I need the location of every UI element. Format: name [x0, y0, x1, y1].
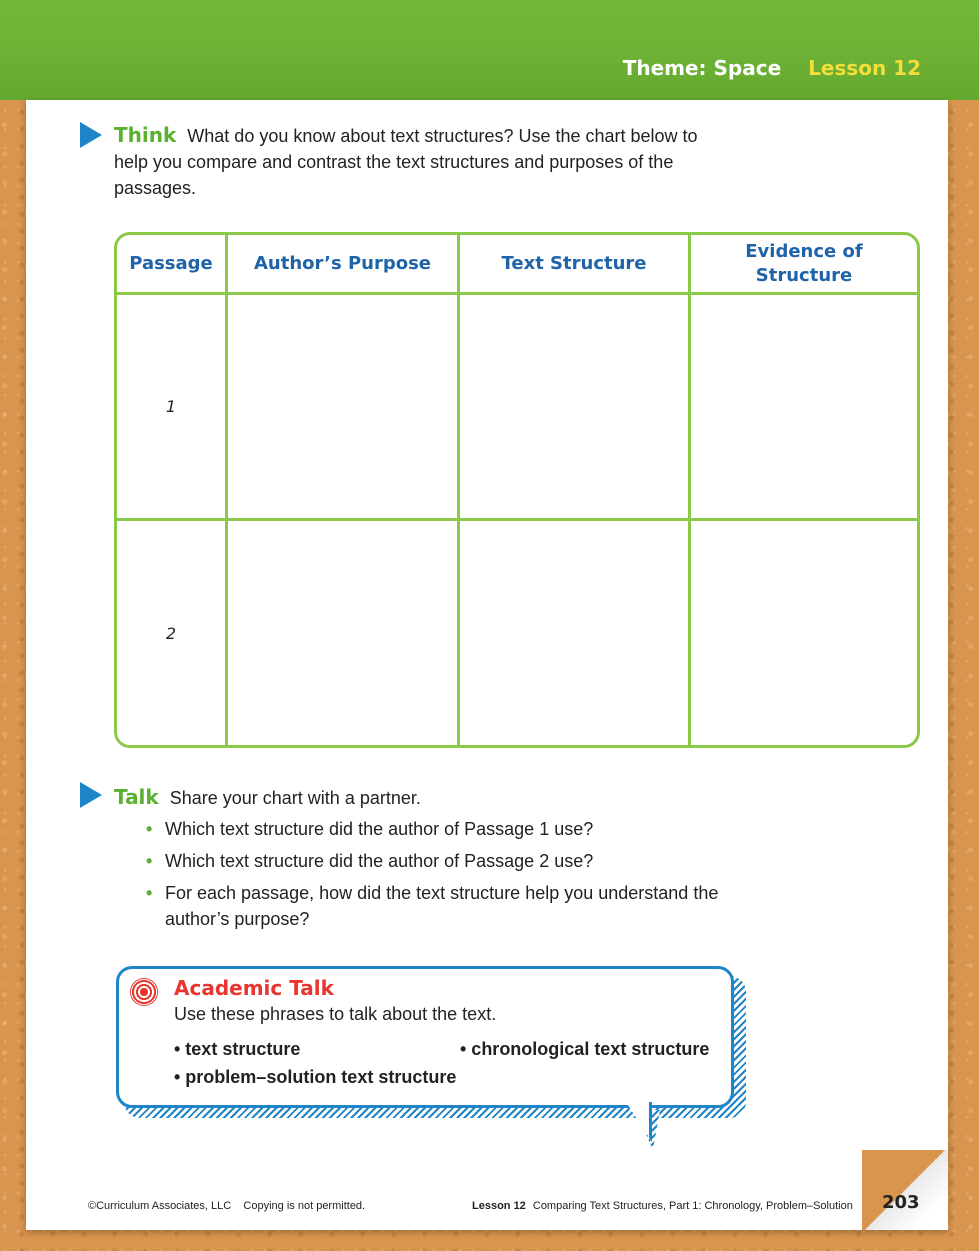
talk-question-list: [146, 816, 726, 938]
chart-header-passage: Passage: [117, 235, 228, 295]
passage-2-purpose-cell[interactable]: [228, 521, 460, 745]
passage-2-structure-cell[interactable]: [460, 521, 691, 745]
list-item: [146, 816, 726, 842]
chart-header-purpose: Author’s Purpose: [228, 235, 460, 295]
footer-copyright: ©Curriculum Associates, LLC Copying is not permitted.: [88, 1200, 366, 1212]
talk-arrow-icon: [80, 782, 102, 808]
bullet-icon: •: [146, 819, 153, 839]
passage-1-number-cell: [117, 295, 228, 521]
chart-header-structure: Text Structure: [460, 235, 691, 295]
bullet-icon: •: [146, 883, 153, 903]
passage-1-structure-cell[interactable]: [460, 295, 691, 521]
passage-2-number-cell: [117, 521, 228, 745]
comparison-chart: [114, 232, 920, 748]
talk-text: Share your chart with a partner.: [169, 788, 421, 808]
talk-question-2: Which text structure did the author of Passage 2 use?: [165, 851, 594, 871]
list-item: [146, 880, 726, 932]
theme-lesson-header: [623, 56, 921, 80]
header-band: [0, 0, 979, 100]
phrase-chronological: • chronological text structure: [460, 1039, 710, 1059]
lesson-title: Lesson 12: [808, 56, 921, 80]
academic-talk-subtitle: Use these phrases to talk about the text.: [174, 1004, 497, 1024]
talk-label: Talk: [114, 785, 159, 809]
phrase-problem-solution: • problem–solution text structure: [174, 1067, 457, 1087]
page-number: 203: [882, 1192, 920, 1213]
list-item: [146, 848, 726, 874]
talk-prompt: [114, 784, 734, 811]
page-curl: [862, 1150, 948, 1230]
talk-question-1: Which text structure did the author of Passage 1 use?: [165, 819, 594, 839]
footer-lesson-title: Comparing Text Structures, Part 1: Chronology, Problem–Solution: [532, 1200, 853, 1212]
footer-lesson-label: Lesson 12: [472, 1200, 526, 1212]
theme-title: Theme: Space: [622, 56, 782, 80]
footer-lesson: [472, 1200, 853, 1212]
phrase-text-structure: • text structure: [174, 1039, 301, 1059]
target-icon: [130, 978, 158, 1006]
think-label: Think: [114, 123, 177, 147]
academic-talk-title: Academic Talk: [174, 976, 334, 1000]
passage-1-purpose-cell[interactable]: [228, 295, 460, 521]
bullet-icon: •: [146, 851, 153, 871]
talk-question-3: For each passage, how did the text structure help you understand the author’s purpose?: [165, 883, 719, 929]
passage-2-number: 2: [165, 623, 177, 643]
passage-1-number: 1: [165, 397, 177, 416]
passage-2-evidence-cell[interactable]: [691, 521, 917, 745]
think-prompt: [114, 122, 724, 201]
chart-header-evidence: [691, 235, 917, 295]
passage-1-evidence-cell[interactable]: [691, 295, 917, 521]
think-text: What do you know about text structures? Use the chart below to help you compare and contrast the text structures and purposes of the passages.: [114, 126, 698, 198]
think-arrow-icon: [80, 122, 102, 148]
chart-header-evidence-text: Evidence of Structure: [745, 240, 863, 286]
